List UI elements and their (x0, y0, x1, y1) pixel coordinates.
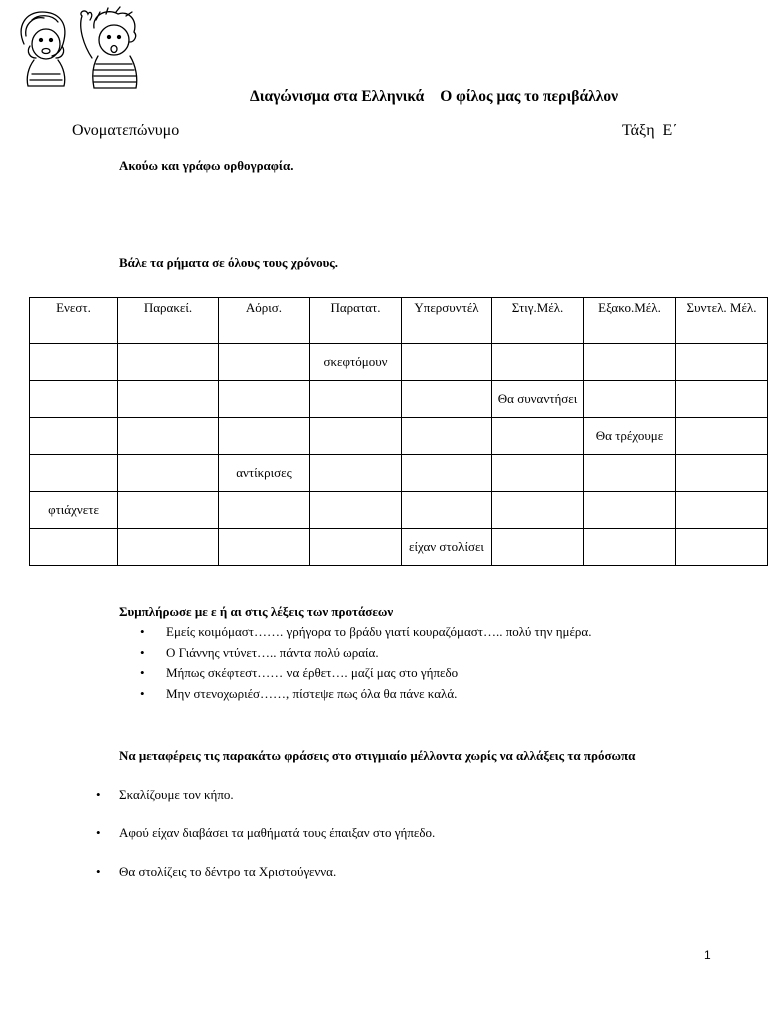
table-cell[interactable]: σκεφτόμουν (310, 344, 402, 381)
verb-tenses-table (29, 297, 768, 566)
title-subject: Διαγώνισμα στα Ελληνικά (250, 88, 425, 105)
fill-in-list (140, 622, 591, 704)
header-cell: Εξακο.Μέλ. (584, 298, 676, 344)
table-cell[interactable] (584, 344, 676, 381)
table-cell[interactable] (118, 344, 219, 381)
header-cell: Ενεστ. (30, 298, 118, 344)
title-topic: Ο φίλος μας το περιβάλλον (440, 88, 618, 105)
table-cell[interactable] (676, 455, 768, 492)
header-cell: Συντελ. Μέλ. (676, 298, 768, 344)
table-cell[interactable] (30, 344, 118, 381)
table-cell[interactable] (30, 455, 118, 492)
table-cell[interactable] (118, 492, 219, 529)
table-cell[interactable] (584, 529, 676, 566)
table-row (30, 418, 768, 455)
bullet-icon: • (140, 624, 145, 639)
class-label: Τάξη Ε΄ (622, 122, 678, 139)
table-cell[interactable] (118, 418, 219, 455)
table-header-row (30, 298, 768, 344)
table-cell[interactable] (118, 455, 219, 492)
verbs-heading: Βάλε τα ρήματα σε όλους τους χρόνους. (119, 255, 339, 270)
list-item-text: Ο Γιάννης ντύνετ….. πάντα πολύ ωραία. (166, 644, 379, 660)
list-item-text: Αφού είχαν διαβάσει τα μαθήματά τους έπαιξαν στο γήπεδο. (119, 825, 436, 840)
table-cell[interactable] (118, 381, 219, 418)
header-cell: Αόρισ. (219, 298, 310, 344)
table-cell[interactable] (219, 529, 310, 566)
bullet-icon: • (140, 644, 145, 660)
table-cell[interactable] (310, 529, 402, 566)
table-cell[interactable] (402, 381, 492, 418)
table-row (30, 455, 768, 492)
list-item (96, 864, 336, 880)
table-cell[interactable] (310, 492, 402, 529)
table-cell[interactable] (310, 455, 402, 492)
table-cell[interactable] (402, 492, 492, 529)
header-cell: Παρακεί. (118, 298, 219, 344)
table-cell[interactable] (676, 492, 768, 529)
table-row (30, 344, 768, 381)
table-cell[interactable]: Θα τρέχουμε (584, 418, 676, 455)
bullet-icon: • (140, 685, 145, 701)
kids-illustration (12, 6, 146, 92)
table-cell[interactable]: Θα συναντήσει (492, 381, 584, 418)
page-title (0, 88, 768, 106)
header-cell: Υπερσυντέλ (402, 298, 492, 344)
table-row (30, 529, 768, 566)
table-cell[interactable] (584, 455, 676, 492)
bullet-icon: • (96, 864, 101, 879)
table-cell[interactable] (30, 418, 118, 455)
table-cell[interactable] (219, 418, 310, 455)
table-cell[interactable] (492, 418, 584, 455)
list-item-text: Θα στολίζεις το δέντρο τα Χριστούγεννα. (119, 864, 337, 879)
table-cell[interactable] (30, 529, 118, 566)
list-item-text: Σκαλίζουμε τον κήπο. (119, 787, 234, 802)
table-cell[interactable] (402, 418, 492, 455)
list-item-text: Μήπως σκέφτεστ…… να έρθετ…. μαζί μας στο γήπεδο (166, 665, 459, 680)
header-cell: Παρατατ. (310, 298, 402, 344)
table-cell[interactable] (402, 455, 492, 492)
header-cell: Στιγ.Μέλ. (492, 298, 584, 344)
table-cell[interactable]: αντίκρισες (219, 455, 310, 492)
dictation-heading: Ακούω και γράφω ορθογραφία. (119, 158, 294, 173)
bullet-icon: • (96, 787, 101, 802)
list-item-text: Εμείς κοιμόμαστ……. γρήγορα το βράδυ γιατί κουραζόμαστ….. πολύ την ημέρα. (166, 624, 592, 639)
table-cell[interactable] (676, 381, 768, 418)
list-item (96, 787, 234, 803)
table-cell[interactable] (584, 492, 676, 529)
table-cell[interactable] (402, 344, 492, 381)
list-item (96, 825, 435, 841)
table-cell[interactable] (492, 455, 584, 492)
table-row (30, 381, 768, 418)
list-item (140, 663, 591, 684)
table-cell[interactable]: φτιάχνετε (30, 492, 118, 529)
table-cell[interactable] (219, 492, 310, 529)
table-cell[interactable] (492, 344, 584, 381)
table-cell[interactable] (118, 529, 219, 566)
table-cell[interactable] (584, 381, 676, 418)
list-item (140, 622, 591, 643)
bullet-icon: • (140, 665, 145, 680)
bullet-icon: • (96, 825, 101, 840)
table-cell[interactable] (492, 529, 584, 566)
table-cell[interactable] (676, 529, 768, 566)
table-cell[interactable] (219, 344, 310, 381)
table-cell[interactable] (310, 381, 402, 418)
table-cell[interactable] (30, 381, 118, 418)
table-cell[interactable] (310, 418, 402, 455)
table-row (30, 492, 768, 529)
table-cell[interactable] (676, 344, 768, 381)
table-cell[interactable] (676, 418, 768, 455)
list-item (140, 643, 591, 664)
list-item-text: Μην στενοχωριέσ……, πίστεψε πως όλα θα πάνε καλά. (166, 685, 458, 701)
page-number: 1 (704, 948, 711, 962)
table-cell[interactable] (492, 492, 584, 529)
transfer-heading: Να μεταφέρεις τις παρακάτω φράσεις στο στιγμιαίο μέλλοντα χωρίς να αλλάξεις τα πρόσωπα (119, 748, 636, 763)
table-cell[interactable] (219, 381, 310, 418)
student-name-label: Ονοματεπώνυμο (72, 122, 180, 139)
list-item (140, 684, 591, 705)
fill-in-heading: Συμπλήρωσε με ε ή αι στις λέξεις των προτάσεων (119, 604, 394, 619)
table-cell[interactable]: είχαν στολίσει (402, 529, 492, 566)
